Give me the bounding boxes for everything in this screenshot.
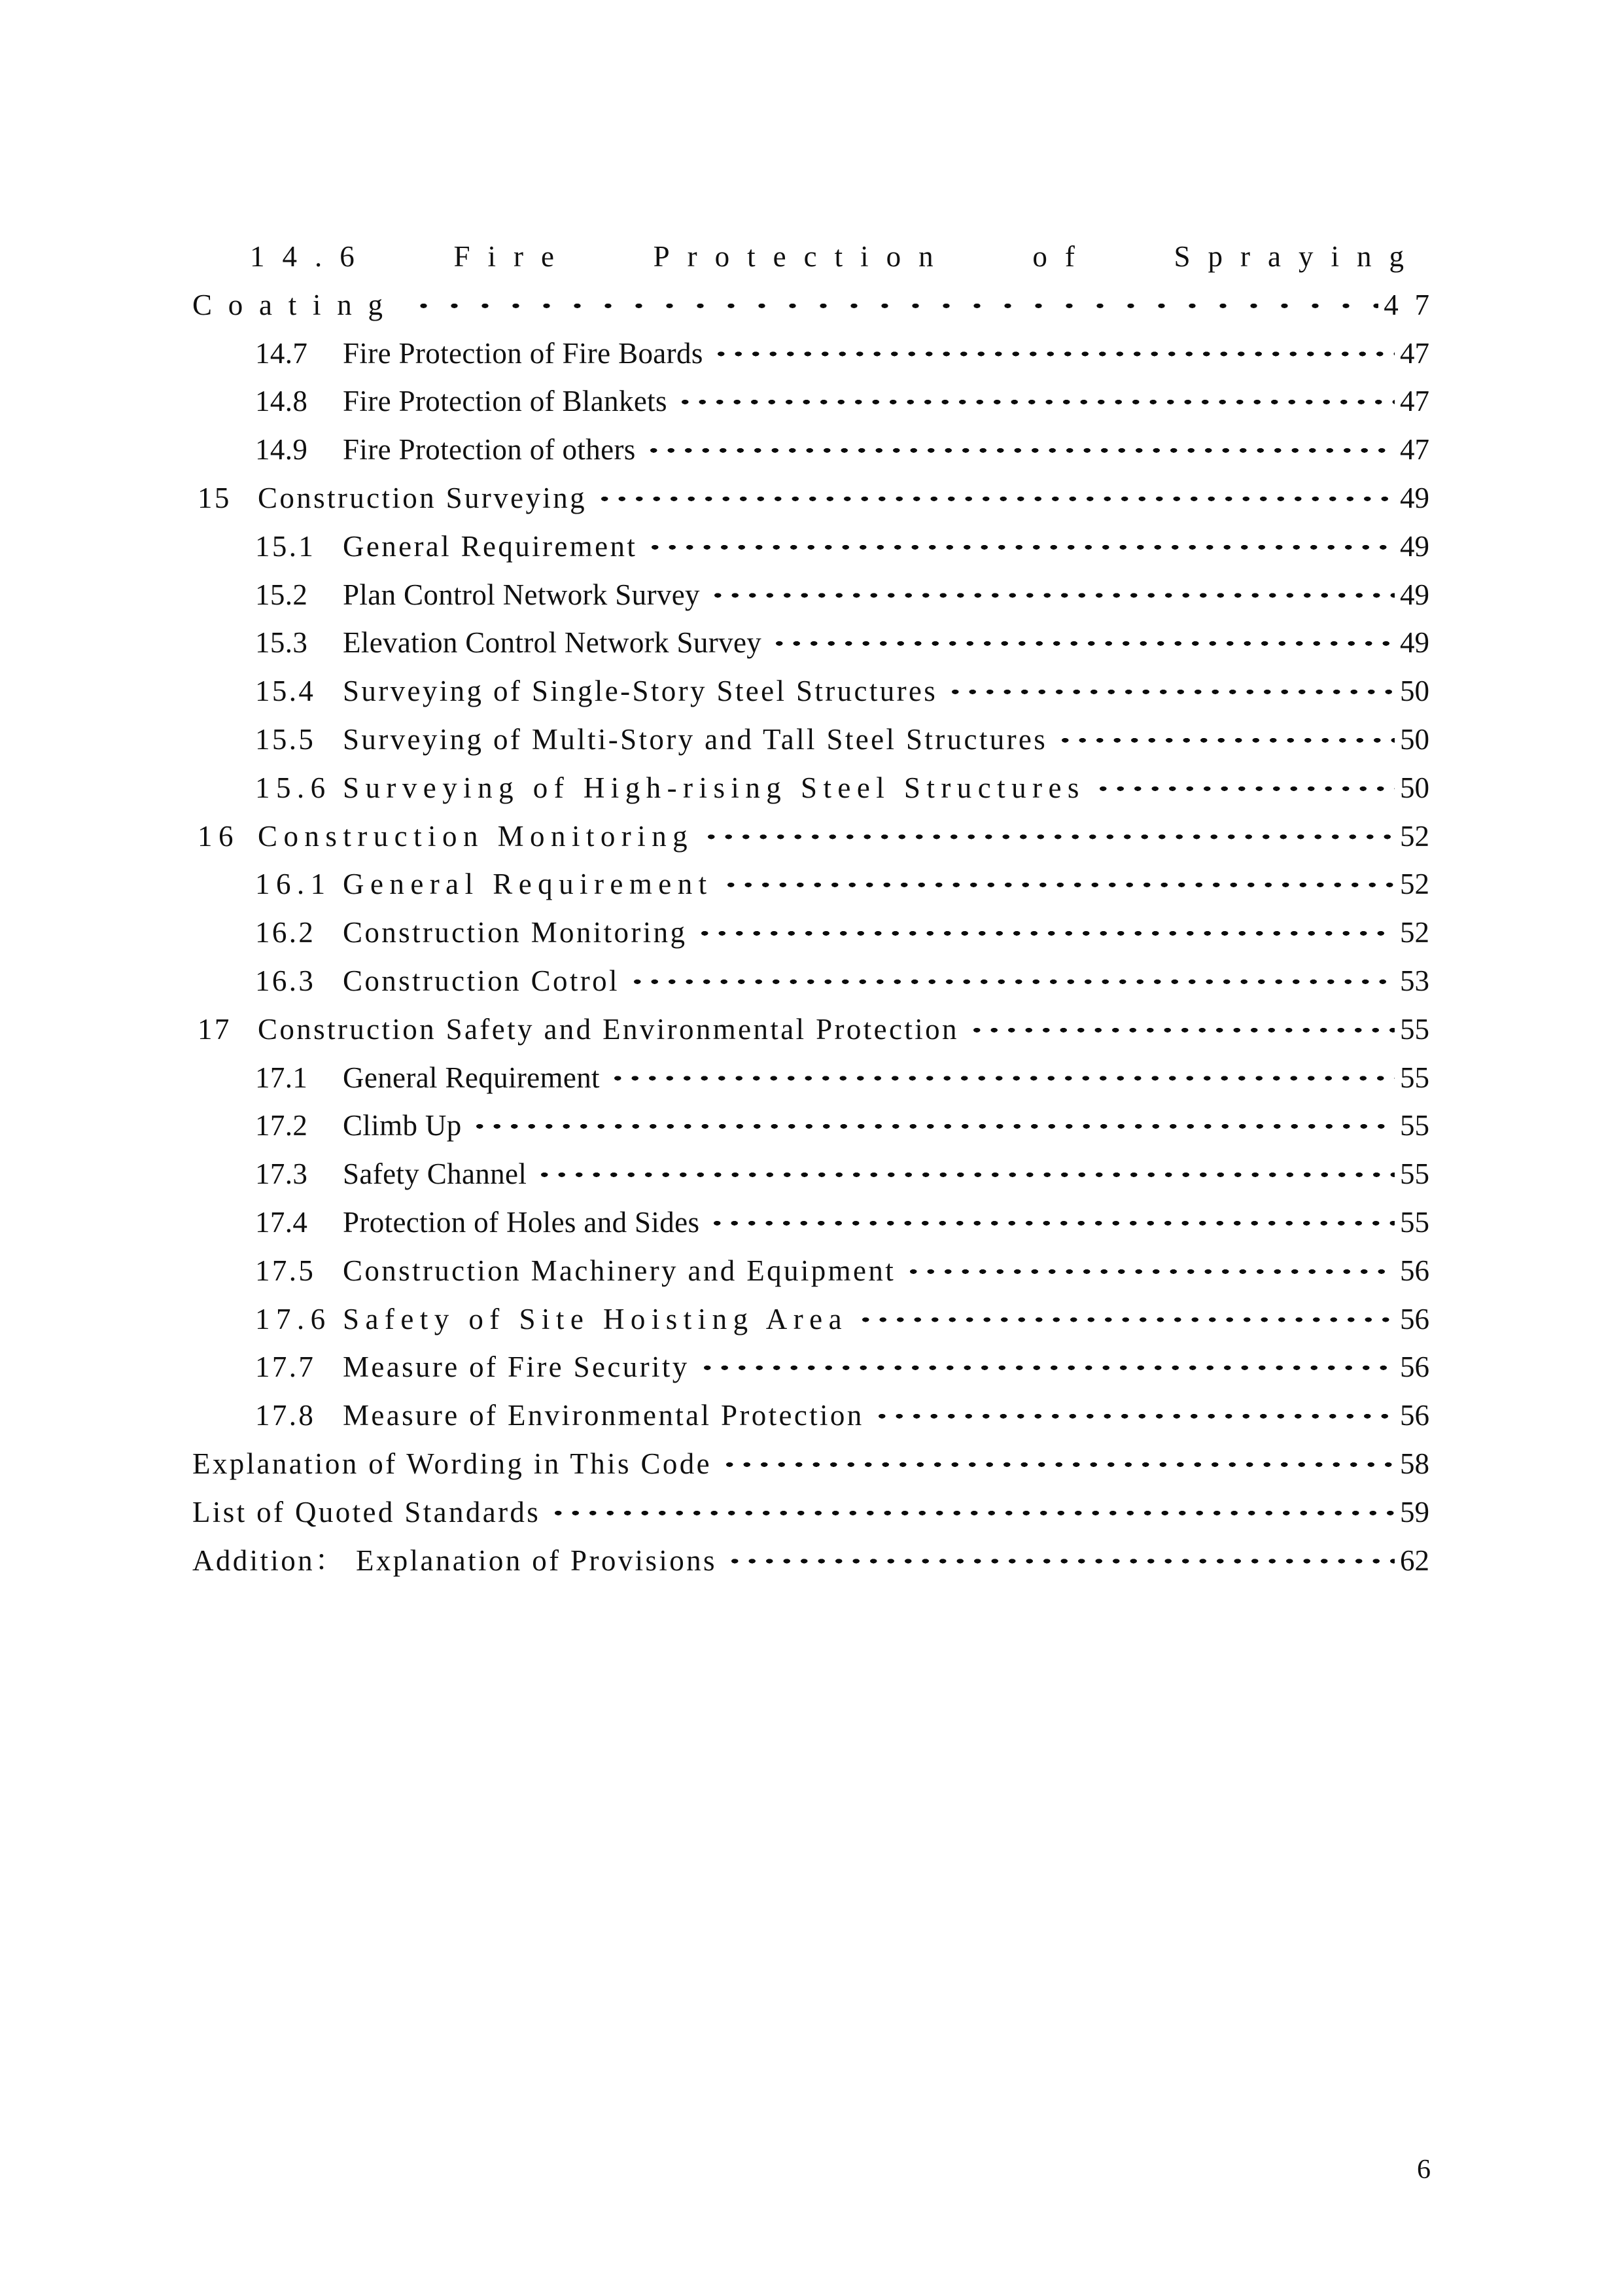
toc-entry-title: Fire Protection of Blankets <box>343 385 667 418</box>
dot-leader <box>708 1199 1395 1247</box>
toc-entry <box>192 1296 1429 1344</box>
toc-entry-page: 55 <box>1400 1061 1429 1094</box>
footer-page-number: 6 <box>1417 2155 1431 2185</box>
toc-entry <box>192 860 1429 909</box>
toc-entry-page: 53 <box>1400 964 1429 997</box>
toc-entry-number: 14.8 <box>255 385 308 418</box>
toc-entry-page: 49 <box>1400 626 1429 660</box>
toc-entry-page: 52 <box>1400 916 1429 949</box>
toc-entry-page: 62 <box>1400 1544 1429 1577</box>
toc-entry-title: Safety of Site Hoisting Area <box>343 1302 848 1335</box>
toc-entry-title: Construction Surveying <box>258 481 587 514</box>
toc-entry <box>192 426 1429 474</box>
toc-entry-title: General Requirement <box>343 529 638 563</box>
toc-entry-number: 16.1 <box>255 868 332 901</box>
toc-entry-number: 16.3 <box>255 964 316 997</box>
toc-entry-page: 52 <box>1400 819 1429 853</box>
toc-entry-title: Construction Monitoring <box>258 819 694 853</box>
toc-entry-number: 17.1 <box>255 1061 308 1094</box>
toc-entry <box>192 571 1429 620</box>
dot-leader <box>646 523 1395 571</box>
toc-entry <box>192 909 1429 957</box>
toc-entry <box>192 1150 1429 1199</box>
dot-leader <box>709 571 1395 620</box>
toc-entry <box>192 1102 1429 1150</box>
toc-entry-page: 49 <box>1400 578 1429 611</box>
dot-leader <box>968 1006 1395 1054</box>
dot-leader <box>905 1247 1395 1296</box>
toc-entry-number: 15 <box>198 481 232 514</box>
toc-entry-number: 17.8 <box>255 1399 316 1432</box>
toc-entry-title: Construction Safety and Environmental Protection <box>258 1012 959 1046</box>
dot-leader <box>712 330 1395 378</box>
toc-entry <box>192 1006 1429 1054</box>
toc-entry-number: 16.2 <box>255 916 316 949</box>
toc-entry <box>192 281 1446 330</box>
dot-leader <box>696 909 1395 957</box>
toc-entry-number: 17.2 <box>255 1109 308 1142</box>
toc-entry-page: 56 <box>1400 1351 1429 1384</box>
dot-leader <box>676 378 1395 426</box>
toc-entry <box>192 1392 1429 1440</box>
toc-entry-page: 58 <box>1400 1447 1429 1480</box>
toc-entry <box>192 1489 1429 1537</box>
toc-entry-number: 14.6 <box>250 240 372 273</box>
toc-entry-number: 15.2 <box>255 578 308 611</box>
toc-entry-page: 47 <box>1400 385 1429 418</box>
toc-entry <box>192 1054 1429 1103</box>
toc-entry-title: Coating <box>192 288 399 321</box>
toc-entry <box>192 957 1429 1006</box>
toc-entry-page: 56 <box>1400 1399 1429 1432</box>
toc-entry <box>192 813 1429 861</box>
toc-entry-number: 17 <box>198 1012 232 1046</box>
dot-leader <box>947 667 1395 716</box>
toc-entry-title: List of Quoted Standards <box>192 1495 541 1528</box>
toc-entry-page: 55 <box>1400 1109 1429 1142</box>
dot-leader <box>873 1392 1395 1440</box>
table-of-contents <box>192 233 1446 1585</box>
toc-entry-title: Surveying of Multi-Story and Tall Steel Structures <box>343 722 1048 756</box>
dot-leader <box>703 813 1395 861</box>
toc-entry-title: Plan Control Network Survey <box>343 578 700 611</box>
toc-entry-page: 56 <box>1400 1302 1429 1335</box>
dot-leader <box>629 957 1395 1006</box>
toc-entry-title: Protection of Holes and Sides <box>343 1205 700 1239</box>
toc-entry <box>192 523 1429 571</box>
toc-entry <box>192 330 1429 378</box>
toc-entry-title: General Requirement <box>343 1061 600 1094</box>
toc-entry-number: 14.9 <box>255 433 308 467</box>
dot-leader <box>721 1440 1395 1489</box>
toc-entry-page: 55 <box>1400 1012 1429 1046</box>
toc-entry-number: 15.1 <box>255 529 316 563</box>
toc-entry-page: 50 <box>1400 722 1429 756</box>
toc-entry-page: 50 <box>1400 771 1429 804</box>
toc-entry-title: Surveying of Single-Story Steel Structures <box>343 675 938 708</box>
dot-leader <box>609 1054 1395 1103</box>
toc-entry-title: Fire Protection of others <box>343 433 636 467</box>
toc-entry-number: 16 <box>198 819 239 853</box>
dot-leader <box>699 1343 1395 1392</box>
toc-entry-page: 49 <box>1400 529 1429 563</box>
toc-entry-page: 49 <box>1400 481 1429 514</box>
toc-entry-page: 47 <box>1400 336 1429 370</box>
toc-entry-title: Construction Machinery and Equipment <box>343 1254 896 1287</box>
toc-entry-title: Surveying of High-rising Steel Structures <box>343 771 1085 804</box>
toc-entry-number: 15.6 <box>255 771 332 804</box>
toc-entry-page: 56 <box>1400 1254 1429 1287</box>
toc-entry <box>192 1440 1429 1489</box>
toc-entry-title: Explanation of Wording in This Code <box>192 1447 712 1480</box>
dot-leader <box>471 1102 1395 1150</box>
toc-entry-page: 55 <box>1400 1205 1429 1239</box>
toc-entry-page: 47 <box>1384 288 1446 321</box>
toc-entry-title: Addition： Explanation of Provisions <box>192 1544 717 1577</box>
toc-entry <box>192 378 1429 426</box>
dot-leader <box>596 474 1395 523</box>
toc-entry-number: 17.5 <box>255 1254 316 1287</box>
toc-entry-title: General Requirement <box>343 868 713 901</box>
dot-leader <box>1094 764 1395 813</box>
toc-entry-page: 52 <box>1400 868 1429 901</box>
toc-entry-number: 17.4 <box>255 1205 308 1239</box>
toc-entry <box>192 1199 1429 1247</box>
dot-leader <box>536 1150 1395 1199</box>
toc-entry-title: Fire Protection of Fire Boards <box>343 336 703 370</box>
toc-entry <box>192 1537 1429 1585</box>
toc-entry-number: 17.7 <box>255 1351 316 1384</box>
toc-entry-number: 15.4 <box>255 675 316 708</box>
toc-entry <box>192 716 1429 764</box>
toc-entry-title: Construction Cotrol <box>343 964 620 997</box>
toc-entry-title: Elevation Control Network Survey <box>343 626 762 660</box>
toc-entry-page: 50 <box>1400 675 1429 708</box>
toc-entry-title: Measure of Environmental Protection <box>343 1399 864 1432</box>
toc-entry-page: 59 <box>1400 1495 1429 1528</box>
toc-entry <box>192 764 1429 813</box>
dot-leader <box>550 1489 1395 1537</box>
toc-entry <box>192 667 1429 716</box>
toc-entry <box>192 1247 1429 1296</box>
toc-entry-title: Climb Up <box>343 1109 462 1142</box>
toc-entry <box>250 233 1422 281</box>
toc-entry-title: Fire Protection of Spraying <box>453 240 1422 273</box>
dot-leader <box>771 619 1395 667</box>
toc-entry-number: 15.5 <box>255 722 316 756</box>
dot-leader <box>726 1537 1395 1585</box>
dot-leader <box>857 1296 1395 1344</box>
dot-leader <box>408 281 1379 330</box>
toc-entry <box>192 474 1429 523</box>
dot-leader <box>645 426 1395 474</box>
dot-leader <box>722 860 1395 909</box>
toc-entry <box>192 1343 1429 1392</box>
toc-entry-number: 14.7 <box>255 336 308 370</box>
toc-entry-title: Safety Channel <box>343 1157 527 1191</box>
toc-entry-page: 55 <box>1400 1157 1429 1191</box>
dot-leader <box>1056 716 1395 764</box>
toc-entry-number: 15.3 <box>255 626 308 660</box>
toc-entry-title: Measure of Fire Security <box>343 1351 689 1384</box>
toc-entry-page: 47 <box>1400 433 1429 467</box>
toc-entry-title: Construction Monitoring <box>343 916 688 949</box>
toc-entry <box>192 619 1429 667</box>
toc-entry-number: 17.6 <box>255 1302 332 1335</box>
toc-entry-number: 17.3 <box>255 1157 308 1191</box>
